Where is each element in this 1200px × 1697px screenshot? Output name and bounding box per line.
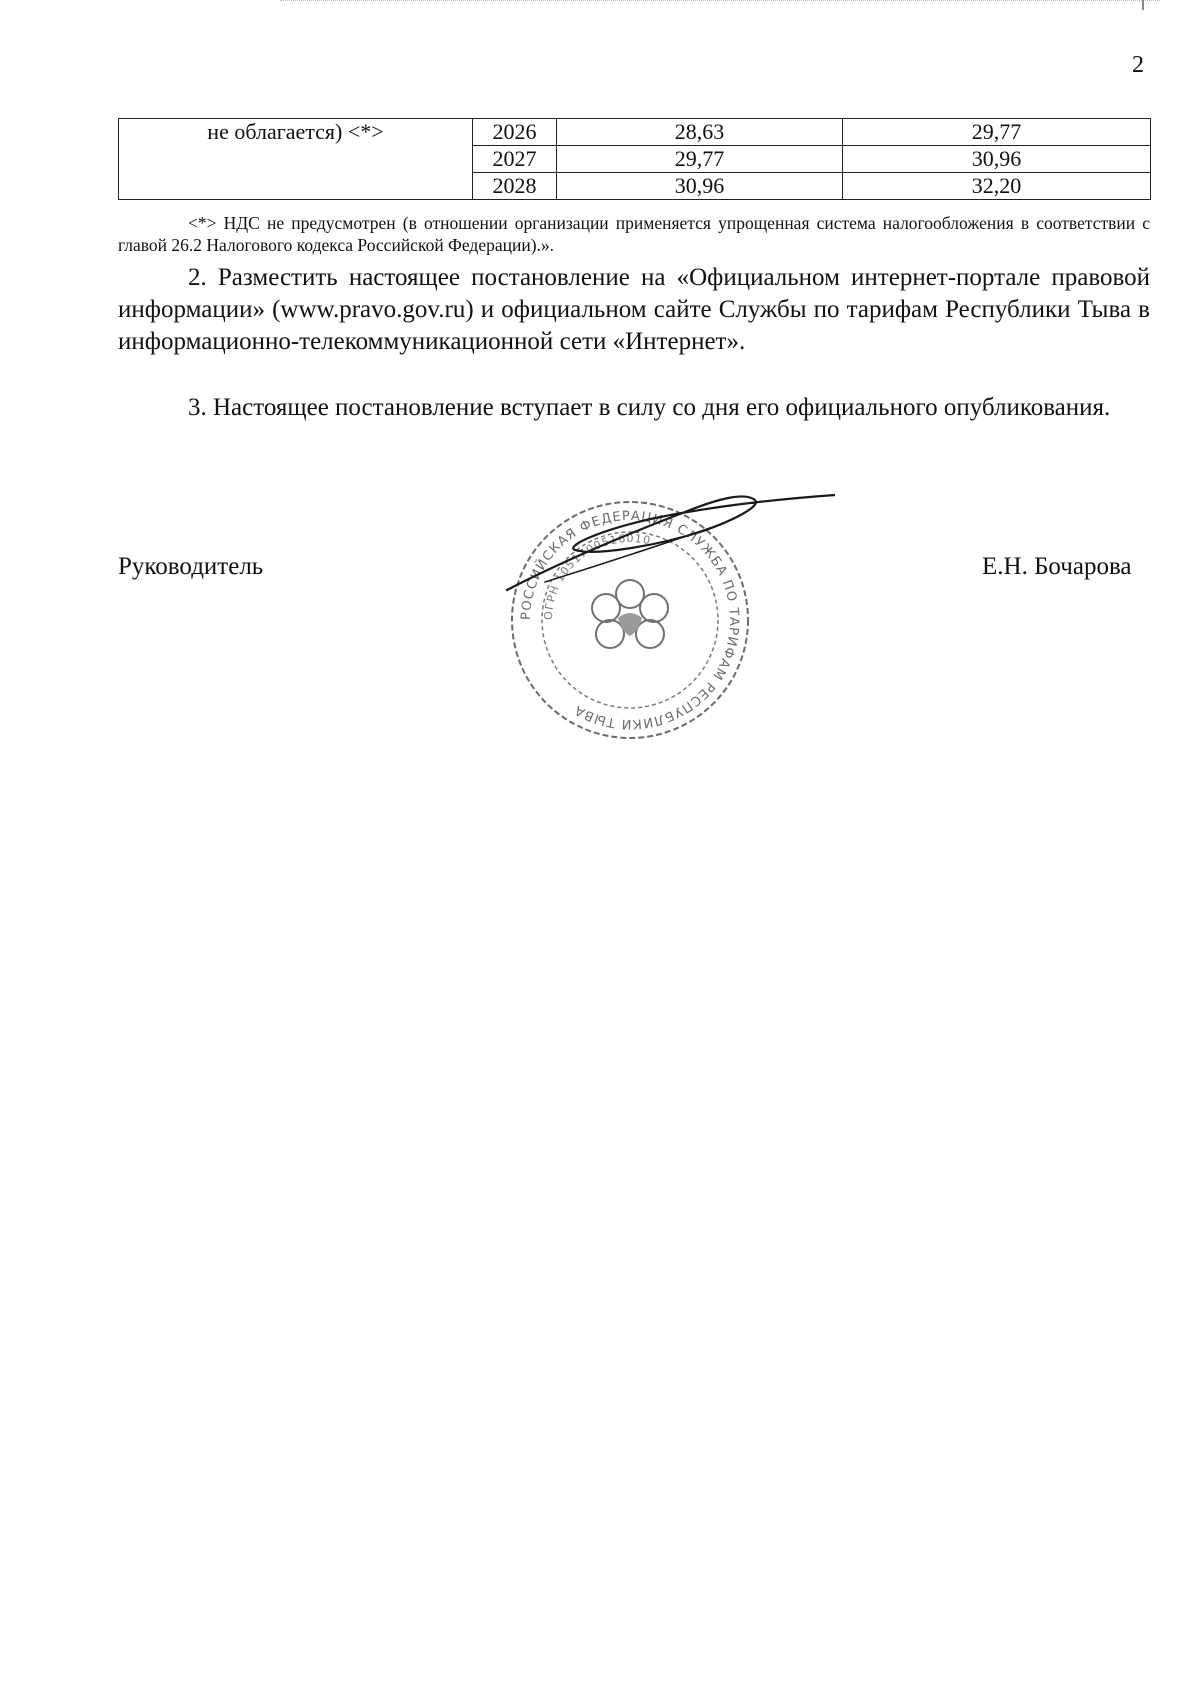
table-cell-year: 2026 [473,119,557,146]
footnote-text: <*> НДС не предусмотрен (в отношении организации применяется упрощенная система налогообложения в соответствии с главой 26.2 Налогового кодекса Российской Федерации).». [118,213,1150,255]
table-row [119,119,1151,146]
scan-edge-tick [1142,0,1144,10]
table-cell-value: 30,96 [843,146,1151,173]
paragraph-publication-text: 2. Разместить настоящее постановление на «Официальном интернет-портале правовой информации» (www.pravo.gov.ru) и официальном сайте Службы по тарифам Республики Тыва в информационно-телекоммуникационной сети «Интернет». [118,264,1150,355]
table-cell-value: 30,96 [557,173,843,200]
table-cell-description: не облагается) <*> [119,119,473,200]
paragraph-effective-date [118,392,1150,424]
table-cell-value: 32,20 [843,173,1151,200]
page-number: 2 [1132,52,1144,78]
table-cell-value: 29,77 [557,146,843,173]
table-cell-year: 2027 [473,146,557,173]
paragraph-effective-date-text: 3. Настоящее постановление вступает в силу со дня его официального опубликования. [188,394,1111,421]
handwritten-signature [505,490,835,600]
footnote [118,212,1150,256]
table-cell-value: 28,63 [557,119,843,146]
paragraph-publication [118,262,1150,358]
seal-ring-text: РОССИЙСКАЯ ФЕДЕРАЦИЯ СЛУЖБА ПО ТАРИФАМ РЕСПУБЛИКИ ТЫВА [518,508,742,732]
table-cell-value: 29,77 [843,119,1151,146]
table-cell-year: 2028 [473,173,557,200]
seal-inner-text: ОГРН 1051700516010 [541,531,653,621]
signatory-title: Руководитель [118,553,264,580]
tariff-table [118,118,1151,200]
scan-edge-marks [280,0,1160,11]
signatory-name: Е.Н. Бочарова [982,553,1132,580]
